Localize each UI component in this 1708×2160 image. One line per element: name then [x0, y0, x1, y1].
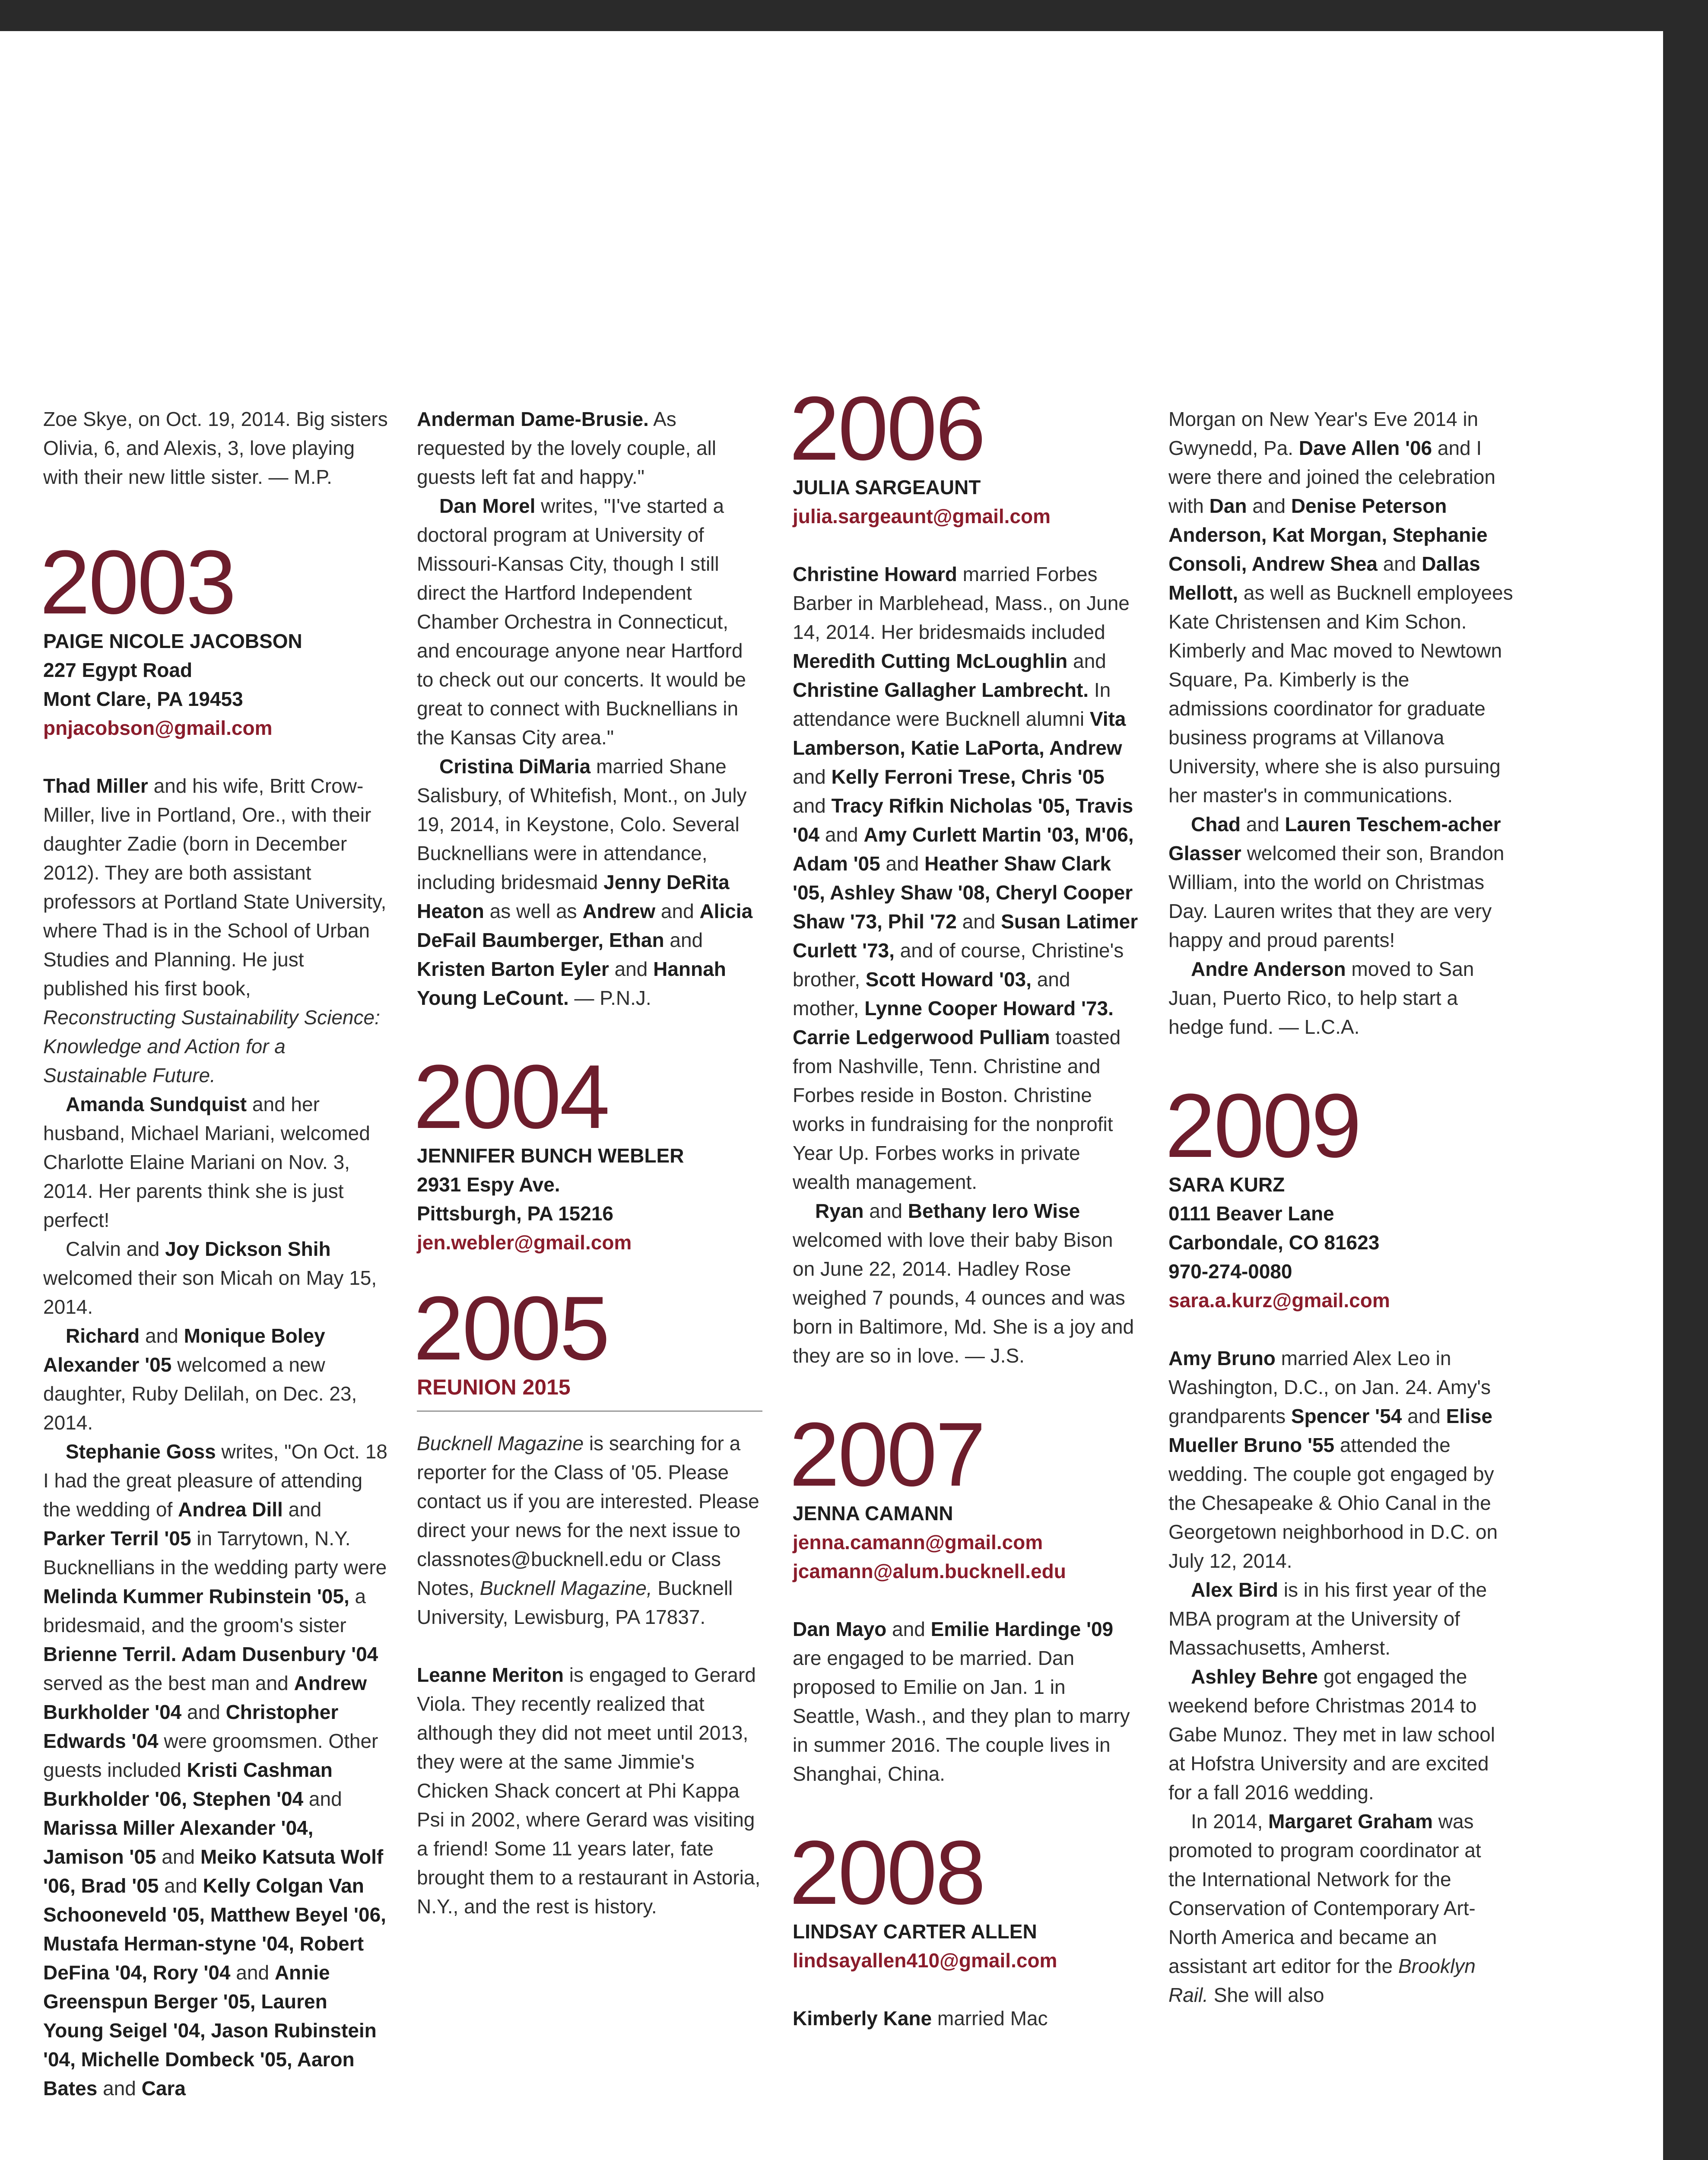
class-note: Anderman Dame-Brusie. As requested by the lovely couple, all guests left fat and happy."	[417, 408, 716, 488]
reporter-email[interactable]: sara.a.kurz@gmail.com	[1168, 1289, 1390, 1312]
column-2	[413, 405, 762, 1921]
class-note: Amanda Sundquist and her husband, Michael Mariani, welcomed Charlotte Elaine Mariani on Nov. 3, 2014. Her parents think she is just perfect!	[43, 1093, 370, 1231]
class-year: 2006	[789, 378, 984, 479]
reporter-address: 2931 Espy Ave.	[417, 1173, 560, 1196]
reporter-name: JULIA SARGEAUNT	[793, 476, 981, 499]
reporter-phone: 970-274-0080	[1168, 1260, 1292, 1283]
reporter-email[interactable]: jen.webler@gmail.com	[417, 1231, 632, 1254]
reporter-name: JENNA CAMANN	[793, 1502, 953, 1525]
class-note: Kimberly Kane married Mac	[793, 2007, 1048, 2030]
reporter-address: 0111 Beaver Lane	[1168, 1202, 1334, 1225]
reporter-email-2[interactable]: jcamann@alum.bucknell.edu	[793, 1560, 1066, 1582]
class-year: 2005	[413, 1277, 609, 1379]
class-note: Ashley Behre got engaged the weekend before Christmas 2014 to Gabe Munoz. They met in law school at Hofstra University and are excited for a fall 2016 wedding.	[1168, 1665, 1495, 1804]
reporter-email[interactable]: lindsayallen410@gmail.com	[793, 1949, 1057, 1972]
reporter-address: 227 Egypt Road	[43, 659, 193, 681]
class-note: Calvin and Joy Dickson Shih welcomed their son Micah on May 15, 2014.	[43, 1238, 377, 1318]
reporter-city: Pittsburgh, PA 15216	[417, 1202, 614, 1225]
class-year: 2009	[1165, 1075, 1360, 1176]
class-2009-header	[1165, 1075, 1514, 1315]
reporter-email[interactable]: pnjacobson@gmail.com	[43, 717, 273, 739]
class-year: 2003	[40, 531, 235, 633]
class-note: Andre Anderson moved to San Juan, Puerto Rico, to help start a hedge fund. — L.C.A.	[1168, 958, 1474, 1038]
class-2004-header	[413, 1046, 762, 1257]
column-1	[40, 405, 389, 2103]
class-note: Amy Bruno married Alex Leo in Washington, D.C., on Jan. 24. Amy's grandparents Spencer '54 and Elise Mueller Bruno '55 attended the wedding. The couple got engaged by the Chesapeake & Ohio Canal in the Georgetown neighborhood in D.C. on July 12, 2014.	[1168, 1347, 1498, 1572]
class-2003-header	[40, 531, 389, 743]
class-2005-header	[413, 1277, 762, 1412]
class-note: Ryan and Bethany Iero Wise welcomed with love their baby Bison on June 22, 2014. Hadley Rose weighed 7 pounds, 4 ounces and was born in Baltimore, Md. She is a joy and they are so in love. — J.S.	[793, 1200, 1134, 1367]
reporter-city: Mont Clare, PA 19453	[43, 688, 243, 710]
magazine-page	[0, 31, 1663, 2160]
class-2007-header	[789, 1404, 1138, 1586]
class-note: Alex Bird is in his first year of the MBA program at the University of Massachusetts, Amherst.	[1168, 1579, 1487, 1659]
class-note: Cristina DiMaria married Shane Salisbury, of Whitefish, Mont., on July 19, 2014, in Keystone, Colo. Several Bucknellians were in attendance, including bridesmaid Jenny DeRita Heaton as well as Andrew and Alicia DeFail Baumberger, Ethan and Kristen Barton Eyler and Hannah Young LeCount. — P.N.J.	[417, 755, 753, 1009]
class-note: Christine Howard married Forbes Barber in Marblehead, Mass., on June 14, 2014. Her bridesmaids included Meredith Cutting McLoughlin and Christine Gallagher Lambrecht. In attendance were Bucknell alumni Vita Lamberson, Katie LaPorta, Andrew and Kelly Ferroni Trese, Chris '05 and Tracy Rifkin Nicholas '05, Travis '04 and Amy Curlett Martin '03, M'06, Adam '05 and Heather Shaw Clark '05, Ashley Shaw '08, Cheryl Cooper Shaw '73, Phil '72 and Susan Latimer Curlett '73, and of course, Christine's brother, Scott Howard '03, and mother, Lynne Cooper Howard '73. Carrie Ledgerwood Pulliam toasted from Nashville, Tenn. Christine and Forbes reside in Boston. Christine works in fundraising for the nonprofit Year Up. Forbes works in private wealth management.	[793, 563, 1138, 1193]
reporter-city: Carbondale, CO 81623	[1168, 1231, 1380, 1254]
class-note: Dan Morel writes, "I've started a doctoral program at University of Missouri-Kansas City, though I still direct the Hartford Independent Chamber Orchestra in Connecticut, and encourage anyone near Hartford to check out our concerts. It would be great to connect with Bucknellians in the Kansas City area."	[417, 495, 746, 749]
reporter-name: PAIGE NICOLE JACOBSON	[43, 630, 302, 652]
reporter-name: LINDSAY CARTER ALLEN	[793, 1920, 1037, 1943]
class-note: Stephanie Goss writes, "On Oct. 18 I had the great pleasure of attending the wedding of Andrea Dill and Parker Terril '05 in Tarrytown, N.Y. Bucknellians in the wedding party were Melinda Kummer Rubinstein '05, a bridesmaid, and the groom's sister Brienne Terril. Adam Dusenbury '04 served as the best man and Andrew Burkholder '04 and Christopher Edwards '04 were groomsmen. Other guests included Kristi Cashman Burkholder '06, Stephen '04 and Marissa Miller Alexander '04, Jamison '05 and Meiko Katsuta Wolf '06, Brad '05 and Kelly Colgan Van Schooneveld '05, Matthew Beyel '06, Mustafa Herman-styne '04, Robert DeFina '04, Rory '04 and Annie Greenspun Berger '05, Lauren Young Seigel '04, Jason Rubinstein '04, Michelle Dombeck '05, Aaron Bates and Cara	[43, 1440, 387, 2100]
class-note: Bucknell Magazine is searching for a reporter for the Class of '05. Please contact us if you are interested. Please direct your news for the next issue to classnotes@bucknell.edu or Class Notes, Bucknell Magazine, Bucknell University, Lewisburg, PA 17837.	[417, 1432, 759, 1628]
class-2008-header	[789, 1822, 1138, 1975]
class-year: 2007	[789, 1404, 984, 1505]
reunion-label: REUNION 2015	[417, 1373, 762, 1412]
class-2006-header	[789, 378, 1138, 531]
class-note: Thad Miller and his wife, Britt Crow-Miller, live in Portland, Ore., with their daughter Zadie (born in December 2012). They are both assistant professors at Portland State University, where Thad is in the School of Urban Studies and Planning. He just published his first book, Reconstructing Sustainability Science: Knowledge and Action for a Sustainable Future.	[43, 775, 387, 1086]
reporter-email[interactable]: jenna.camann@gmail.com	[793, 1531, 1043, 1553]
reporter-name: SARA KURZ	[1168, 1173, 1285, 1196]
class-note: Chad and Lauren Teschem-acher Glasser welcomed their son, Brandon William, into the world on Christmas Day. Lauren writes that they are very happy and proud parents!	[1168, 813, 1505, 951]
column-3	[789, 378, 1138, 2033]
class-year: 2008	[789, 1822, 984, 1923]
reporter-email[interactable]: julia.sargeaunt@gmail.com	[793, 505, 1051, 527]
reporter-name: JENNIFER BUNCH WEBLER	[417, 1144, 684, 1167]
class-year: 2004	[413, 1046, 609, 1147]
class-note: In 2014, Margaret Graham was promoted to program coordinator at the International Network for the Conservation of Contemporary Art-North America and became an assistant art editor for the Brooklyn Rail. She will also	[1168, 1810, 1481, 2006]
class-note: Morgan on New Year's Eve 2014 in Gwynedd, Pa. Dave Allen '06 and I were there and joined the celebration with Dan and Denise Peterson Anderson, Kat Morgan, Stephanie Consoli, Andrew Shea and Dallas Mellott, as well as Bucknell employees Kate Christensen and Kim Schon. Kimberly and Mac moved to Newtown Square, Pa. Kimberly is the admissions coordinator for graduate business programs at Villanova University, where she is also pursuing her master's in communications.	[1168, 408, 1513, 807]
intro-paragraph: Zoe Skye, on Oct. 19, 2014. Big sisters Olivia, 6, and Alexis, 3, love playing with their new little sister. — M.P.	[43, 408, 388, 488]
column-4	[1165, 405, 1514, 2010]
class-note: Richard and Monique Boley Alexander '05 welcomed a new daughter, Ruby Delilah, on Dec. 23, 2014.	[43, 1325, 357, 1434]
class-note: Leanne Meriton is engaged to Gerard Viola. They recently realized that although they did not meet until 2013, they were at the same Jimmie's Chicken Shack concert at Phi Kappa Psi in 2002, where Gerard was visiting a friend! Some 11 years later, fate brought them to a restaurant in Astoria, N.Y., and the rest is history.	[417, 1664, 761, 1918]
class-note: Dan Mayo and Emilie Hardinge '09 are engaged to be married. Dan proposed to Emilie on Jan. 1 in Seattle, Wash., and they plan to marry in summer 2016. The couple lives in Shanghai, China.	[793, 1618, 1130, 1785]
